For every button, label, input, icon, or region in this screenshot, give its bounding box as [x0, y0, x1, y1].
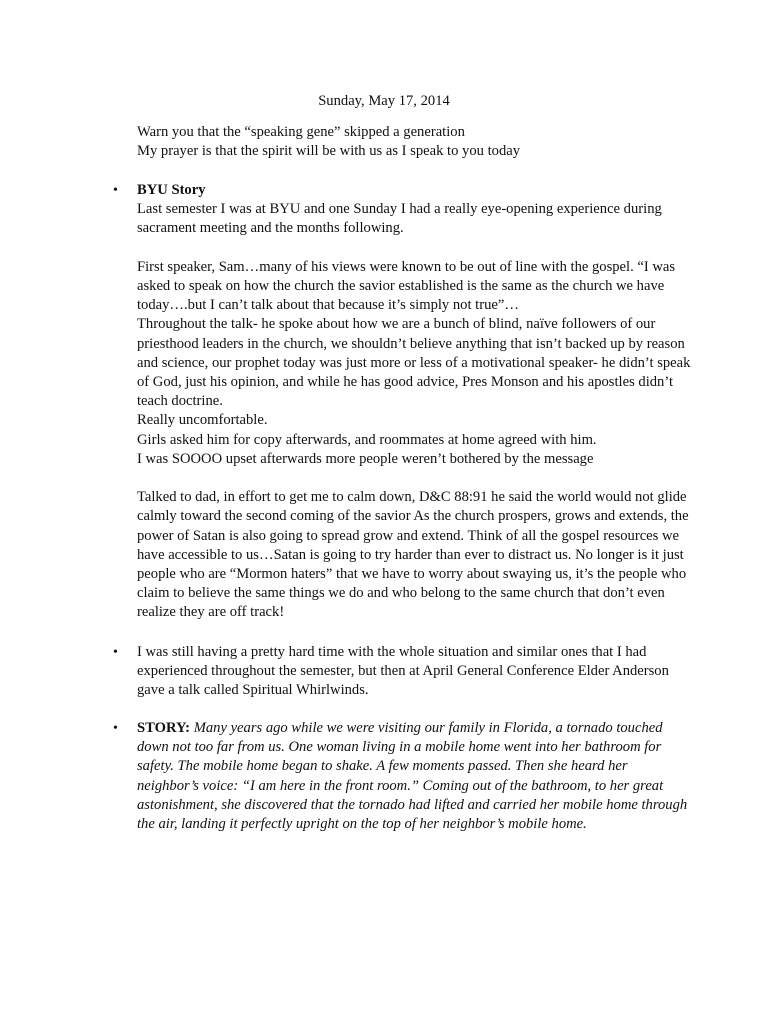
paragraph: First speaker, Sam…many of his views were known to be out of line with the gospel. “I was asked to speak on how the church the savior established is the same as the church we have today….but I can’t talk about that because it’s simply not true”…: [137, 258, 676, 314]
paragraph: Last semester I was at BYU and one Sunday I had a really eye-opening experience during sacrament meeting and the months following.: [137, 201, 662, 237]
bullet-icon: •: [113, 645, 118, 660]
intro-block: [137, 123, 697, 161]
story-text: Many years ago while we were visiting our family in Florida, a tornado touched down not too far from us. One woman living in a mobile home went into her bathroom for safety. The mobile home began to shake. A few moments passed. Then she heard her neighbor’s voice: “I am here in the front room.” Coming out of the bathroom, to her great astonishment, she discovered that the tornado had lifted and carried her mobile home through the air, landing it perfectly upright on the top of her neighbor’s mobile home.: [137, 720, 688, 833]
story-paragraph: [137, 719, 693, 834]
story-section: [113, 719, 693, 834]
story-label: STORY:: [137, 720, 191, 736]
byu-story-section: [113, 181, 693, 623]
paragraph: Throughout the talk- he spoke about how we are a bunch of blind, naïve followers of our priesthood leaders in the church, we shouldn’t believe anything that isn’t backed up by reason and science, our prophet today was just more or less of a motivational speaker- he didn’t speak of God, just his opinion, and while he has good advice, Pres Monson and his apostles didn’t teach doctrine.: [137, 316, 691, 410]
intro-line: My prayer is that the spirit will be with us as I speak to you today: [137, 143, 521, 160]
paragraph: I was still having a pretty hard time with the whole situation and similar ones that I had experienced throughout the semester, but then at April General Conference Elder Anderson gave a talk called Spiritual Whirlwinds.: [137, 644, 669, 699]
intro-line: Warn you that the “speaking gene” skipped a generation: [137, 124, 465, 140]
bullet-icon: •: [113, 721, 118, 736]
conference-section: [113, 643, 693, 701]
byu-story-heading: BYU Story: [137, 182, 206, 198]
paragraph: I was SOOOO upset afterwards more people weren’t bothered by the message: [137, 450, 594, 467]
paragraph: Girls asked him for copy afterwards, and roommates at home agreed with him.: [137, 431, 597, 448]
document-date: Sunday, May 17, 2014: [318, 93, 450, 109]
bullet-icon: •: [113, 183, 118, 198]
paragraph: Really uncomfortable.: [137, 412, 268, 429]
paragraph: Talked to dad, in effort to get me to calm down, D&C 88:91 he said the world would not glide calmly toward the second coming of the savior As the church prospers, grows and extends, the power of Satan is also going to spread grow and extend. Think of all the gospel resources we have accessible to us…Satan is going to try harder than ever to distract us. No longer is it just people who are “Mormon haters” that we have to worry about swaying us, it’s the people who claim to believe the same things we do and who belong to the same church that don’t even realize they are off track!: [137, 489, 689, 621]
